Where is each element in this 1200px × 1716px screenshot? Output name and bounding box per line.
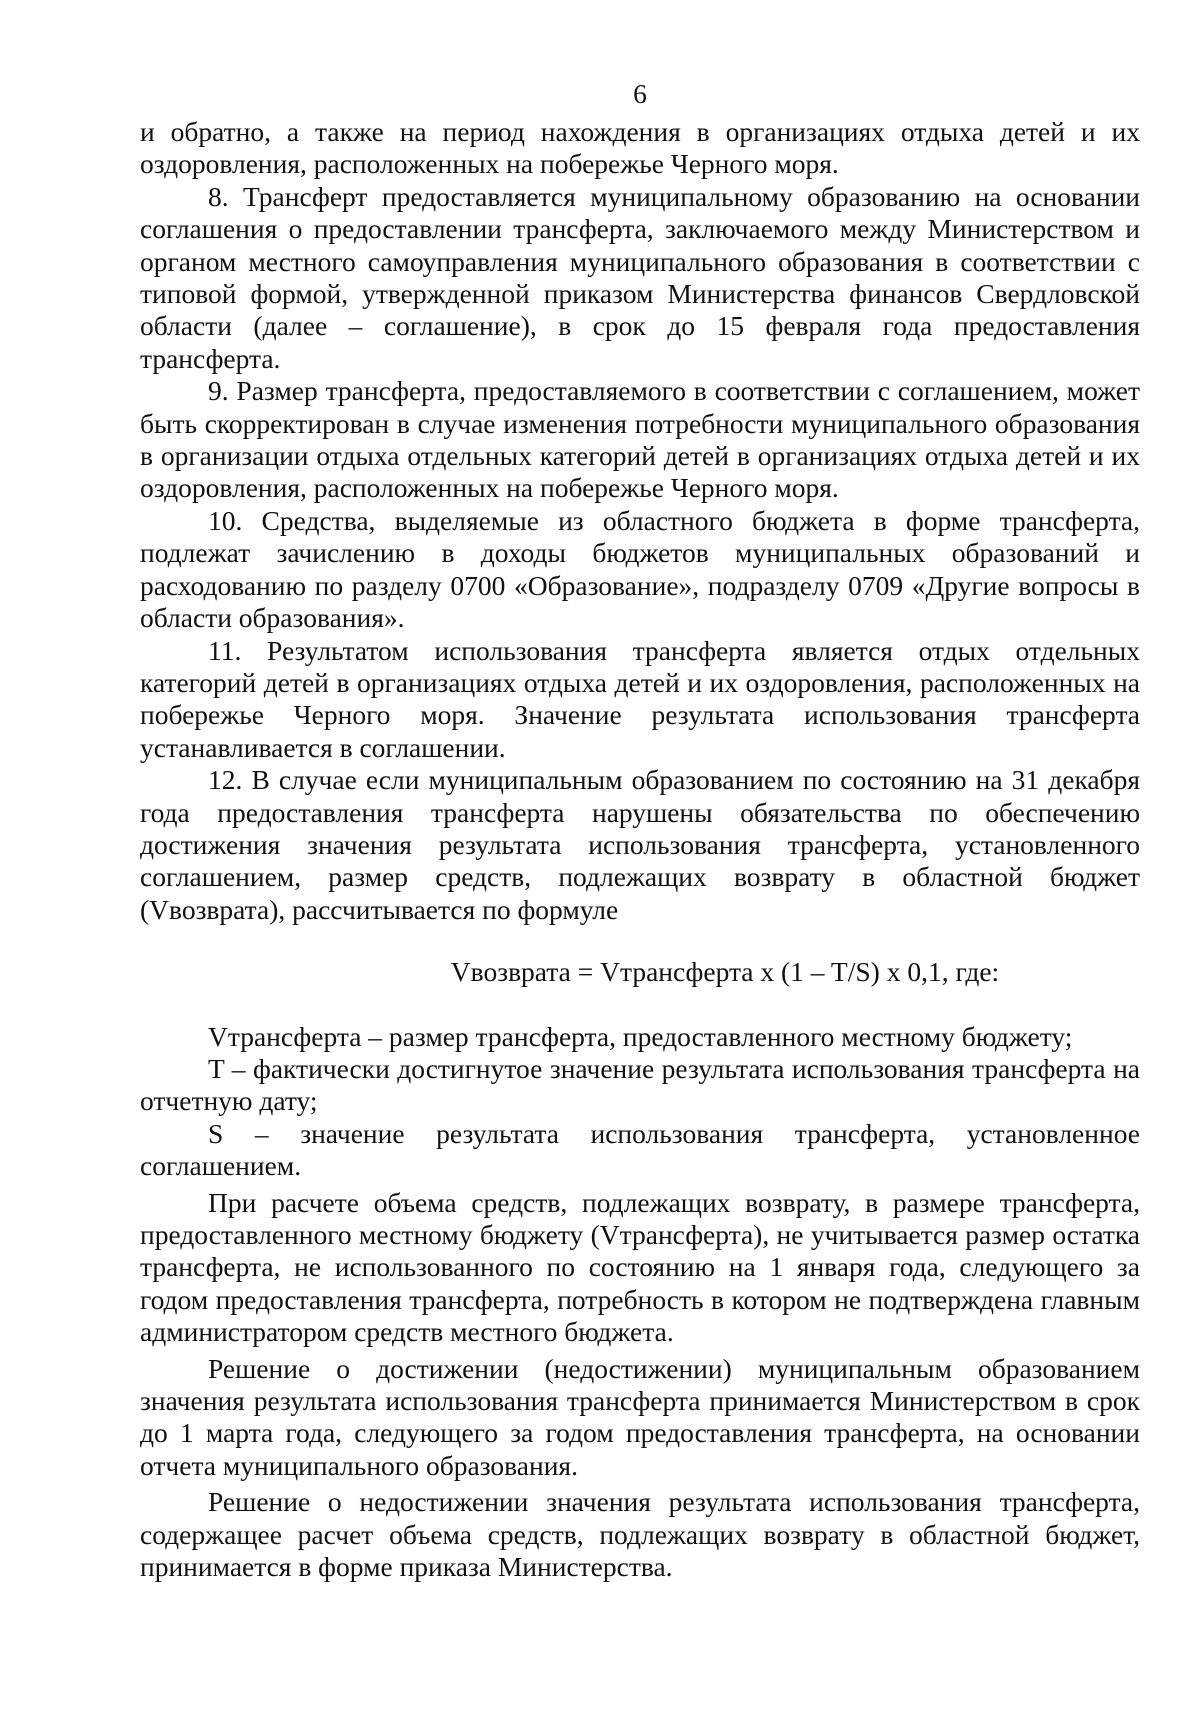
paragraph-12: 12. В случае если муниципальным образованием по состоянию на 31 декабря года предоставления трансферта нарушены обязательства по обеспечению достижения значения результата использования трансферта, установленного соглашением, размер средств, подлежащих возврату в областной бюджет (Vвозврата), рассчитывается по формуле — [140, 764, 1140, 925]
definition-s: S – значение результата использования трансферта, установленное соглашением. — [140, 1117, 1140, 1182]
paragraph-decision-order: Решение о недостижении значения результата использования трансферта, содержащее расчет объема средств, подлежащих возврату в областной бюджет, принимается в форме приказа Министерства. — [140, 1486, 1140, 1583]
return-formula: Vвозврата = Vтрансферта x (1 – T/S) x 0,1, где: — [450, 956, 1000, 988]
paragraph-continuation: и обратно, а также на период нахождения в организациях отдыха детей и их оздоровления, расположенных на побережье Черного моря. — [140, 116, 1140, 180]
paragraph-9: 9. Размер трансферта, предоставляемого в соответствии с соглашением, может быть скорректирован в случае изменения потребности муниципального образования в организации отдыха отдельных категорий детей в организациях отдыха детей и их оздоровления, расположенных на побережье Черного моря. — [140, 375, 1140, 504]
definition-t: T – фактически достигнутое значение результата использования трансферта на отчетную дату; — [140, 1052, 1140, 1117]
definition-v-transfer: Vтрансферта – размер трансферта, предоставленного местному бюджету; — [208, 1020, 1073, 1052]
document-page — [140, 78, 1140, 1583]
page-number: 6 — [633, 78, 647, 109]
paragraph-decision-achievement: Решение о достижении (недостижении) муниципальным образованием значения результата использования трансферта принимается Министерством в срок до 1 марта года, следующего за годом предоставления трансферта, на основании отчета муниципального образования. — [140, 1352, 1140, 1481]
paragraph-11: 11. Результатом использования трансферта является отдых отдельных категорий детей в организациях отдыха детей и их оздоровления, расположенных на побережье Черного моря. Значение результата использования трансферта устанавливается в соглашении. — [140, 634, 1140, 763]
paragraph-calculation-note: При расчете объема средств, подлежащих возврату, в размере трансферта, предоставленного местному бюджету (Vтрансферта), не учитывается размер остатка трансферта, не использованного по состоянию на 1 января года, следующего за годом предоставления трансферта, потребность в котором не подтверждена главным администратором средств местного бюджета. — [140, 1186, 1140, 1348]
paragraph-8: 8. Трансферт предоставляется муниципальному образованию на основании соглашения о предоставлении трансферта, заключаемого между Министерством и органом местного самоуправления муниципального образования в соответствии с типовой формой, утвержденной приказом Министерства финансов Свердловской области (далее – соглашение), в срок до 15 февраля года предоставления трансферта. — [140, 180, 1140, 374]
paragraph-10: 10. Средства, выделяемые из областного бюджета в форме трансферта, подлежат зачислению в доходы бюджетов муниципальных образований и расходованию по разделу 0700 «Образование», подразделу 0709 «Другие вопросы в области образования». — [140, 504, 1140, 634]
